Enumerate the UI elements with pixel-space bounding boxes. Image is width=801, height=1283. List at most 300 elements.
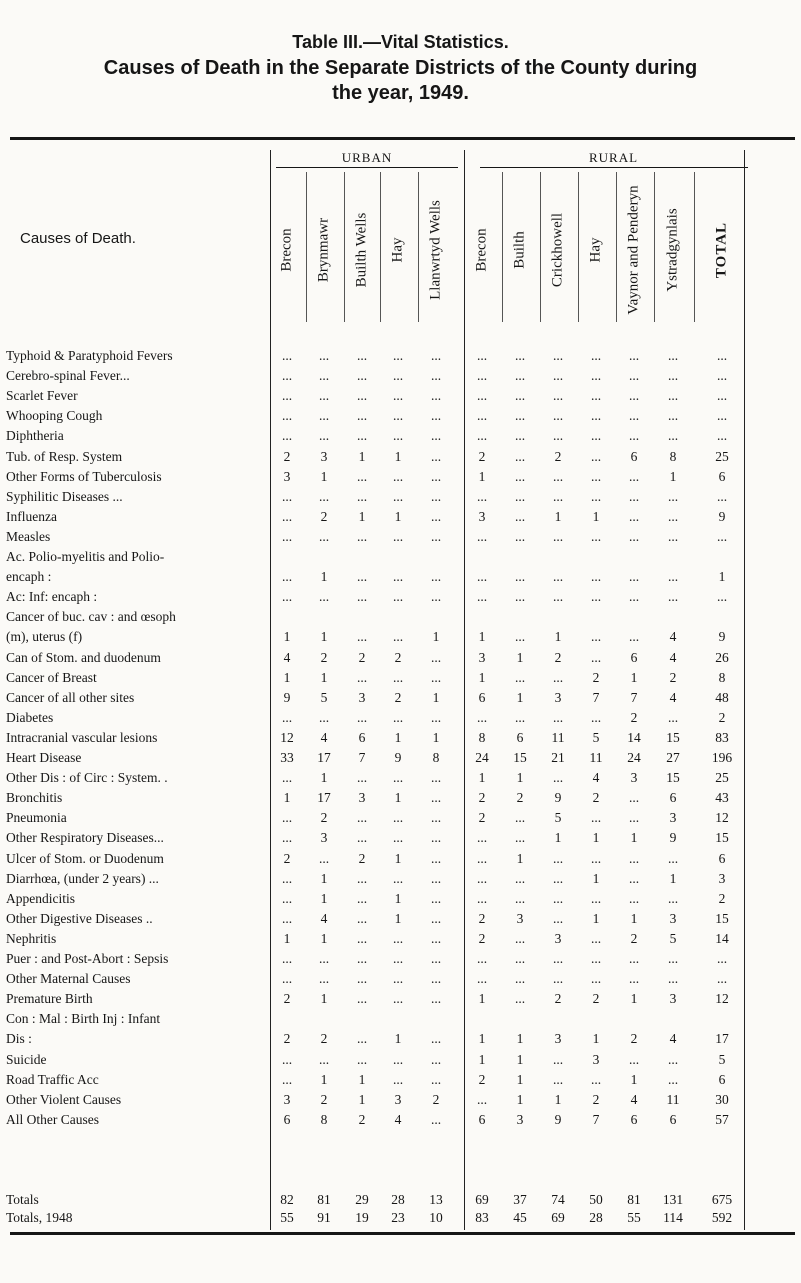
table-cell: ...	[318, 408, 330, 424]
table-cell: 9	[554, 790, 562, 806]
table-cell: ...	[430, 468, 442, 484]
table-cell: 27	[666, 750, 680, 765]
row-label: Premature Birth	[6, 991, 93, 1007]
table-cell: ...	[514, 368, 526, 384]
table-row	[0, 851, 801, 866]
table-row	[0, 589, 801, 604]
table-cell: ...	[514, 890, 526, 906]
table-cell: 1	[516, 1091, 524, 1107]
column-header	[422, 175, 450, 325]
column-header	[582, 175, 610, 325]
table-cell: ...	[716, 971, 728, 987]
table-cell: 8	[320, 1111, 328, 1127]
table-cell: ...	[430, 870, 442, 886]
table-cell: ...	[356, 428, 368, 444]
table-cell: 43	[715, 790, 729, 806]
table-cell: 1	[320, 468, 328, 484]
table-cell: 3	[320, 830, 328, 846]
table-row	[0, 1092, 801, 1107]
row-label: Road Traffic Acc	[6, 1071, 99, 1087]
table-cell: ...	[356, 971, 368, 987]
table-cell: 6	[630, 448, 638, 464]
table-cell: 2	[283, 1031, 291, 1047]
table-cell: ...	[430, 528, 442, 544]
table-cell: 2	[718, 890, 726, 906]
totals-row	[0, 1192, 801, 1207]
table-row	[0, 469, 801, 484]
table-cell: 2	[478, 790, 486, 806]
table-cell: ...	[514, 930, 526, 946]
table-cell: 17	[715, 1031, 729, 1047]
table-cell: ...	[552, 589, 564, 605]
row-label: Other Dis : of Circ : System. .	[6, 770, 168, 786]
table-cell: 1	[478, 669, 486, 685]
table-row	[0, 509, 801, 524]
table-cell: ...	[667, 428, 679, 444]
table-cell: 2	[478, 810, 486, 826]
table-cell: ...	[552, 850, 564, 866]
table-cell: ...	[590, 649, 602, 665]
table-cell: ...	[514, 408, 526, 424]
table-cell: 6	[283, 1111, 291, 1127]
table-cell: ...	[514, 388, 526, 404]
table-cell: ...	[514, 709, 526, 725]
table-cell: 29	[355, 1192, 369, 1207]
row-label: Can of Stom. and duodenum	[6, 649, 161, 665]
table-cell: ...	[392, 348, 404, 363]
table-cell: ...	[430, 669, 442, 685]
table-row	[0, 388, 801, 403]
table-cell: ...	[430, 1031, 442, 1047]
column-header-label: Brynmawr	[315, 217, 332, 283]
table-cell: 6	[669, 1111, 677, 1127]
table-cell: ...	[318, 348, 330, 363]
row-label: Other Respiratory Diseases...	[6, 830, 164, 846]
table-cell: ...	[716, 368, 728, 384]
column-header-label: Builth Wells	[353, 212, 370, 288]
table-cell: ...	[430, 1111, 442, 1127]
table-cell: 3	[554, 930, 562, 946]
table-cell: 15	[715, 910, 729, 926]
table-cell: 26	[715, 649, 729, 665]
table-cell: ...	[356, 348, 368, 363]
table-cell: 2	[432, 1091, 440, 1107]
table-cell: 6	[669, 790, 677, 806]
table-cell: ...	[430, 649, 442, 665]
table-cell: ...	[392, 991, 404, 1007]
table-cell: 48	[715, 689, 729, 705]
table-cell: ...	[356, 709, 368, 725]
table-cell: ...	[590, 528, 602, 544]
column-header-label: Ystradgynlais	[664, 208, 681, 292]
table-cell: 23	[391, 1210, 405, 1225]
table-cell: ...	[667, 348, 679, 363]
table-cell: 7	[592, 689, 600, 705]
table-cell: ...	[392, 1051, 404, 1067]
table-cell: ...	[514, 448, 526, 464]
row-label: Totals, 1948	[6, 1210, 73, 1225]
table-cell: ...	[430, 971, 442, 987]
table-cell: 2	[478, 1071, 486, 1087]
table-cell: 1	[394, 890, 402, 906]
row-label: All Other Causes	[6, 1111, 99, 1127]
table-cell: 4	[320, 729, 328, 745]
table-cell: ...	[356, 569, 368, 585]
table-cell: ...	[628, 951, 640, 966]
table-cell: 4	[394, 1111, 402, 1127]
table-cell: ...	[552, 910, 564, 926]
header-column-separator	[380, 172, 381, 322]
table-cell: 50	[589, 1192, 603, 1207]
table-cell: ...	[281, 528, 293, 544]
table-cell: ...	[430, 448, 442, 464]
row-label: Pneumonia	[6, 810, 67, 826]
table-cell: ...	[552, 1071, 564, 1087]
urban-group-label: URBAN	[341, 150, 393, 165]
table-cell: 3	[630, 770, 638, 786]
column-header	[544, 175, 572, 325]
table-cell: ...	[628, 870, 640, 886]
table-row	[0, 891, 801, 906]
table-cell: ...	[628, 388, 640, 404]
table-cell: ...	[430, 709, 442, 725]
table-cell: 2	[592, 991, 600, 1007]
column-header	[348, 175, 376, 325]
table-cell: 1	[669, 468, 677, 484]
table-cell: ...	[281, 1071, 293, 1087]
table-cell: ...	[430, 508, 442, 524]
row-label: Other Forms of Tuberculosis	[6, 468, 162, 484]
table-cell: 4	[592, 770, 600, 786]
table-cell: ...	[514, 830, 526, 846]
table-cell: 2	[320, 1031, 328, 1047]
table-cell: 1	[394, 508, 402, 524]
table-cell: ...	[590, 368, 602, 384]
table-cell: ...	[590, 388, 602, 404]
table-cell: 24	[475, 750, 489, 765]
table-cell: ...	[667, 850, 679, 866]
table-cell: ...	[281, 428, 293, 444]
table-cell: ...	[430, 991, 442, 1007]
table-cell: ...	[667, 890, 679, 906]
table-cell: ...	[281, 348, 293, 363]
table-cell: 6	[630, 649, 638, 665]
table-cell: 37	[513, 1192, 527, 1207]
table-row	[0, 1031, 801, 1046]
table-cell: ...	[667, 388, 679, 404]
table-cell: ...	[281, 910, 293, 926]
table-row	[0, 991, 801, 1006]
table-cell: ...	[476, 408, 488, 424]
table-cell: 131	[662, 1192, 684, 1207]
table-cell: ...	[628, 790, 640, 806]
table-cell: 2	[669, 669, 677, 685]
row-label: Other Violent Causes	[6, 1091, 122, 1107]
table-cell: 9	[718, 629, 726, 645]
table-cell: 1	[358, 508, 366, 524]
table-cell: ...	[667, 709, 679, 725]
table-cell: ...	[476, 488, 488, 504]
table-cell: 1	[592, 870, 600, 886]
header-column-separator	[540, 172, 541, 322]
row-label: Cancer of buc. cav : and œsoph	[6, 609, 176, 625]
table-cell: ...	[392, 368, 404, 384]
table-cell: 2	[320, 508, 328, 524]
table-cell: 3	[358, 689, 366, 705]
table-cell: 10	[429, 1210, 443, 1225]
table-cell: 25	[715, 770, 729, 786]
table-cell: ...	[552, 709, 564, 725]
table-cell: 5	[592, 729, 600, 745]
table-row	[0, 931, 801, 946]
table-row	[0, 348, 801, 363]
column-header-label: Hay	[389, 237, 406, 263]
table-cell: ...	[667, 569, 679, 585]
table-cell: ...	[392, 870, 404, 886]
table-cell: ...	[476, 709, 488, 725]
table-cell: 19	[355, 1210, 369, 1225]
table-cell: ...	[716, 388, 728, 404]
table-cell: 1	[669, 870, 677, 886]
table-cell: ...	[667, 408, 679, 424]
table-cell: ...	[667, 589, 679, 605]
table-cell: ...	[590, 408, 602, 424]
table-cell: 1	[432, 689, 440, 705]
table-cell: ...	[628, 850, 640, 866]
table-cell: 196	[711, 750, 733, 765]
table-cell: ...	[356, 770, 368, 786]
table-cell: 83	[715, 729, 729, 745]
table-cell: 2	[592, 669, 600, 685]
table-cell: ...	[628, 508, 640, 524]
table-cell: 82	[280, 1192, 294, 1207]
table-cell: ...	[552, 488, 564, 504]
table-cell: 8	[478, 729, 486, 745]
table-cell: ...	[476, 368, 488, 384]
table-row	[0, 810, 801, 825]
table-cell: 1	[394, 448, 402, 464]
table-cell: 2	[320, 649, 328, 665]
column-header	[506, 175, 534, 325]
table-cell: ...	[430, 428, 442, 444]
header-column-separator	[694, 172, 695, 322]
table-cell: 81	[317, 1192, 331, 1207]
table-cell: 8	[718, 669, 726, 685]
table-cell: 9	[554, 1111, 562, 1127]
table-cell: 1	[320, 870, 328, 886]
table-cell: ...	[392, 770, 404, 786]
table-cell: 1	[592, 508, 600, 524]
table-cell: ...	[552, 388, 564, 404]
table-title-line-1: Causes of Death in the Separate Districts of the County during	[103, 57, 698, 79]
table-cell: 83	[475, 1210, 489, 1225]
table-cell: ...	[514, 810, 526, 826]
table-cell: ...	[356, 669, 368, 685]
row-label: Nephritis	[6, 930, 57, 946]
table-row	[0, 650, 801, 665]
table-cell: ...	[514, 971, 526, 987]
table-cell: 9	[669, 830, 677, 846]
table-cell: 3	[669, 910, 677, 926]
row-label: Heart Disease	[6, 750, 82, 765]
table-cell: 1	[320, 930, 328, 946]
table-cell: 1	[394, 790, 402, 806]
table-cell: 1	[478, 468, 486, 484]
table-row	[0, 1011, 801, 1026]
table-cell: ...	[392, 930, 404, 946]
table-cell: 1	[320, 669, 328, 685]
table-cell: 675	[711, 1192, 733, 1207]
table-cell: ...	[356, 810, 368, 826]
header-column-separator	[654, 172, 655, 322]
table-cell: 3	[554, 1031, 562, 1047]
table-cell: 1	[478, 770, 486, 786]
table-cell: ...	[514, 951, 526, 966]
column-header	[273, 175, 301, 325]
table-cell: ...	[392, 709, 404, 725]
bottom-rule	[10, 1232, 795, 1235]
row-label: Measles	[6, 528, 51, 544]
table-cell: 3	[669, 810, 677, 826]
table-row	[0, 629, 801, 644]
table-cell: ...	[430, 770, 442, 786]
table-cell: ...	[281, 810, 293, 826]
table-cell: ...	[476, 951, 488, 966]
table-cell: ...	[356, 870, 368, 886]
table-cell: ...	[628, 589, 640, 605]
table-cell: ...	[392, 428, 404, 444]
table-cell: ...	[430, 589, 442, 605]
table-cell: 2	[630, 1031, 638, 1047]
table-cell: 2	[554, 649, 562, 665]
table-cell: ...	[430, 408, 442, 424]
table-cell: ...	[716, 408, 728, 424]
table-cell: 1	[478, 991, 486, 1007]
table-row	[0, 770, 801, 785]
table-cell: ...	[356, 589, 368, 605]
table-row	[0, 750, 801, 765]
table-cell: ...	[356, 991, 368, 1007]
table-cell: ...	[552, 569, 564, 585]
table-cell: ...	[430, 810, 442, 826]
table-cell: 7	[358, 750, 366, 765]
table-cell: ...	[392, 528, 404, 544]
header-column-separator	[502, 172, 503, 322]
column-header	[620, 175, 648, 325]
table-cell: 57	[715, 1111, 729, 1127]
table-cell: ...	[356, 910, 368, 926]
table-cell: ...	[476, 348, 488, 363]
table-cell: 1	[554, 508, 562, 524]
table-cell: ...	[552, 348, 564, 363]
table-cell: ...	[430, 910, 442, 926]
table-cell: 1	[283, 629, 291, 645]
table-cell: ...	[281, 770, 293, 786]
table-cell: 3	[669, 991, 677, 1007]
table-cell: ...	[430, 930, 442, 946]
table-cell: ...	[281, 589, 293, 605]
table-row	[0, 529, 801, 544]
table-cell: ...	[476, 830, 488, 846]
row-label: Diarrhœa, (under 2 years) ...	[6, 870, 159, 886]
row-label: Syphilitic Diseases ...	[6, 488, 123, 504]
table-cell: 28	[391, 1192, 405, 1207]
table-cell: ...	[514, 528, 526, 544]
table-cell: ...	[514, 669, 526, 685]
table-cell: 1	[320, 629, 328, 645]
table-cell: 5	[718, 1051, 726, 1067]
table-cell: ...	[667, 368, 679, 384]
table-cell: 4	[283, 649, 291, 665]
table-cell: ...	[392, 488, 404, 504]
column-header-label: Crickhowell	[549, 212, 566, 288]
column-header-label: Brecon	[278, 228, 295, 272]
column-header	[310, 175, 338, 325]
table-cell: ...	[356, 830, 368, 846]
table-cell: 2	[283, 850, 291, 866]
table-cell: 1	[394, 910, 402, 926]
table-cell: ...	[356, 408, 368, 424]
table-row	[0, 830, 801, 845]
table-cell: ...	[628, 890, 640, 906]
table-cell: 1	[554, 830, 562, 846]
column-header-label: TOTAL	[713, 221, 730, 279]
table-cell: ...	[430, 830, 442, 846]
row-label: Other Digestive Diseases ..	[6, 910, 153, 926]
row-label: Diabetes	[6, 709, 54, 725]
table-cell: ...	[356, 930, 368, 946]
table-cell: 74	[551, 1192, 565, 1207]
table-cell: ...	[281, 408, 293, 424]
table-cell: ...	[318, 528, 330, 544]
table-cell: ...	[318, 488, 330, 504]
table-cell: ...	[552, 468, 564, 484]
table-cell: ...	[716, 951, 728, 966]
table-cell: ...	[281, 890, 293, 906]
table-cell: 4	[320, 910, 328, 926]
table-cell: 5	[320, 689, 328, 705]
table-row	[0, 951, 801, 966]
table-cell: 55	[280, 1210, 294, 1225]
table-cell: 1	[320, 770, 328, 786]
totals-row	[0, 1210, 801, 1225]
table-cell: 1	[320, 890, 328, 906]
table-cell: 1	[432, 729, 440, 745]
table-cell: ...	[716, 528, 728, 544]
row-label: Appendicitis	[6, 890, 75, 906]
table-cell: ...	[667, 1051, 679, 1067]
table-cell: 2	[283, 448, 291, 464]
table-cell: 114	[663, 1210, 683, 1225]
table-cell: 2	[358, 850, 366, 866]
table-cell: 3	[283, 468, 291, 484]
table-cell: 6	[718, 850, 726, 866]
table-cell: 2	[554, 448, 562, 464]
table-row	[0, 971, 801, 986]
table-cell: ...	[476, 388, 488, 404]
table-row	[0, 1112, 801, 1127]
table-cell: 2	[358, 649, 366, 665]
column-header-label: Brecon	[473, 228, 490, 272]
table-cell: 81	[627, 1192, 641, 1207]
table-cell: ...	[514, 428, 526, 444]
table-cell: 1	[432, 629, 440, 645]
row-label: Typhoid & Paratyphoid Fevers	[6, 348, 173, 363]
table-cell: ...	[590, 569, 602, 585]
table-cell: 1	[478, 1051, 486, 1067]
table-cell: ...	[281, 368, 293, 384]
row-label: Diphtheria	[6, 428, 64, 444]
